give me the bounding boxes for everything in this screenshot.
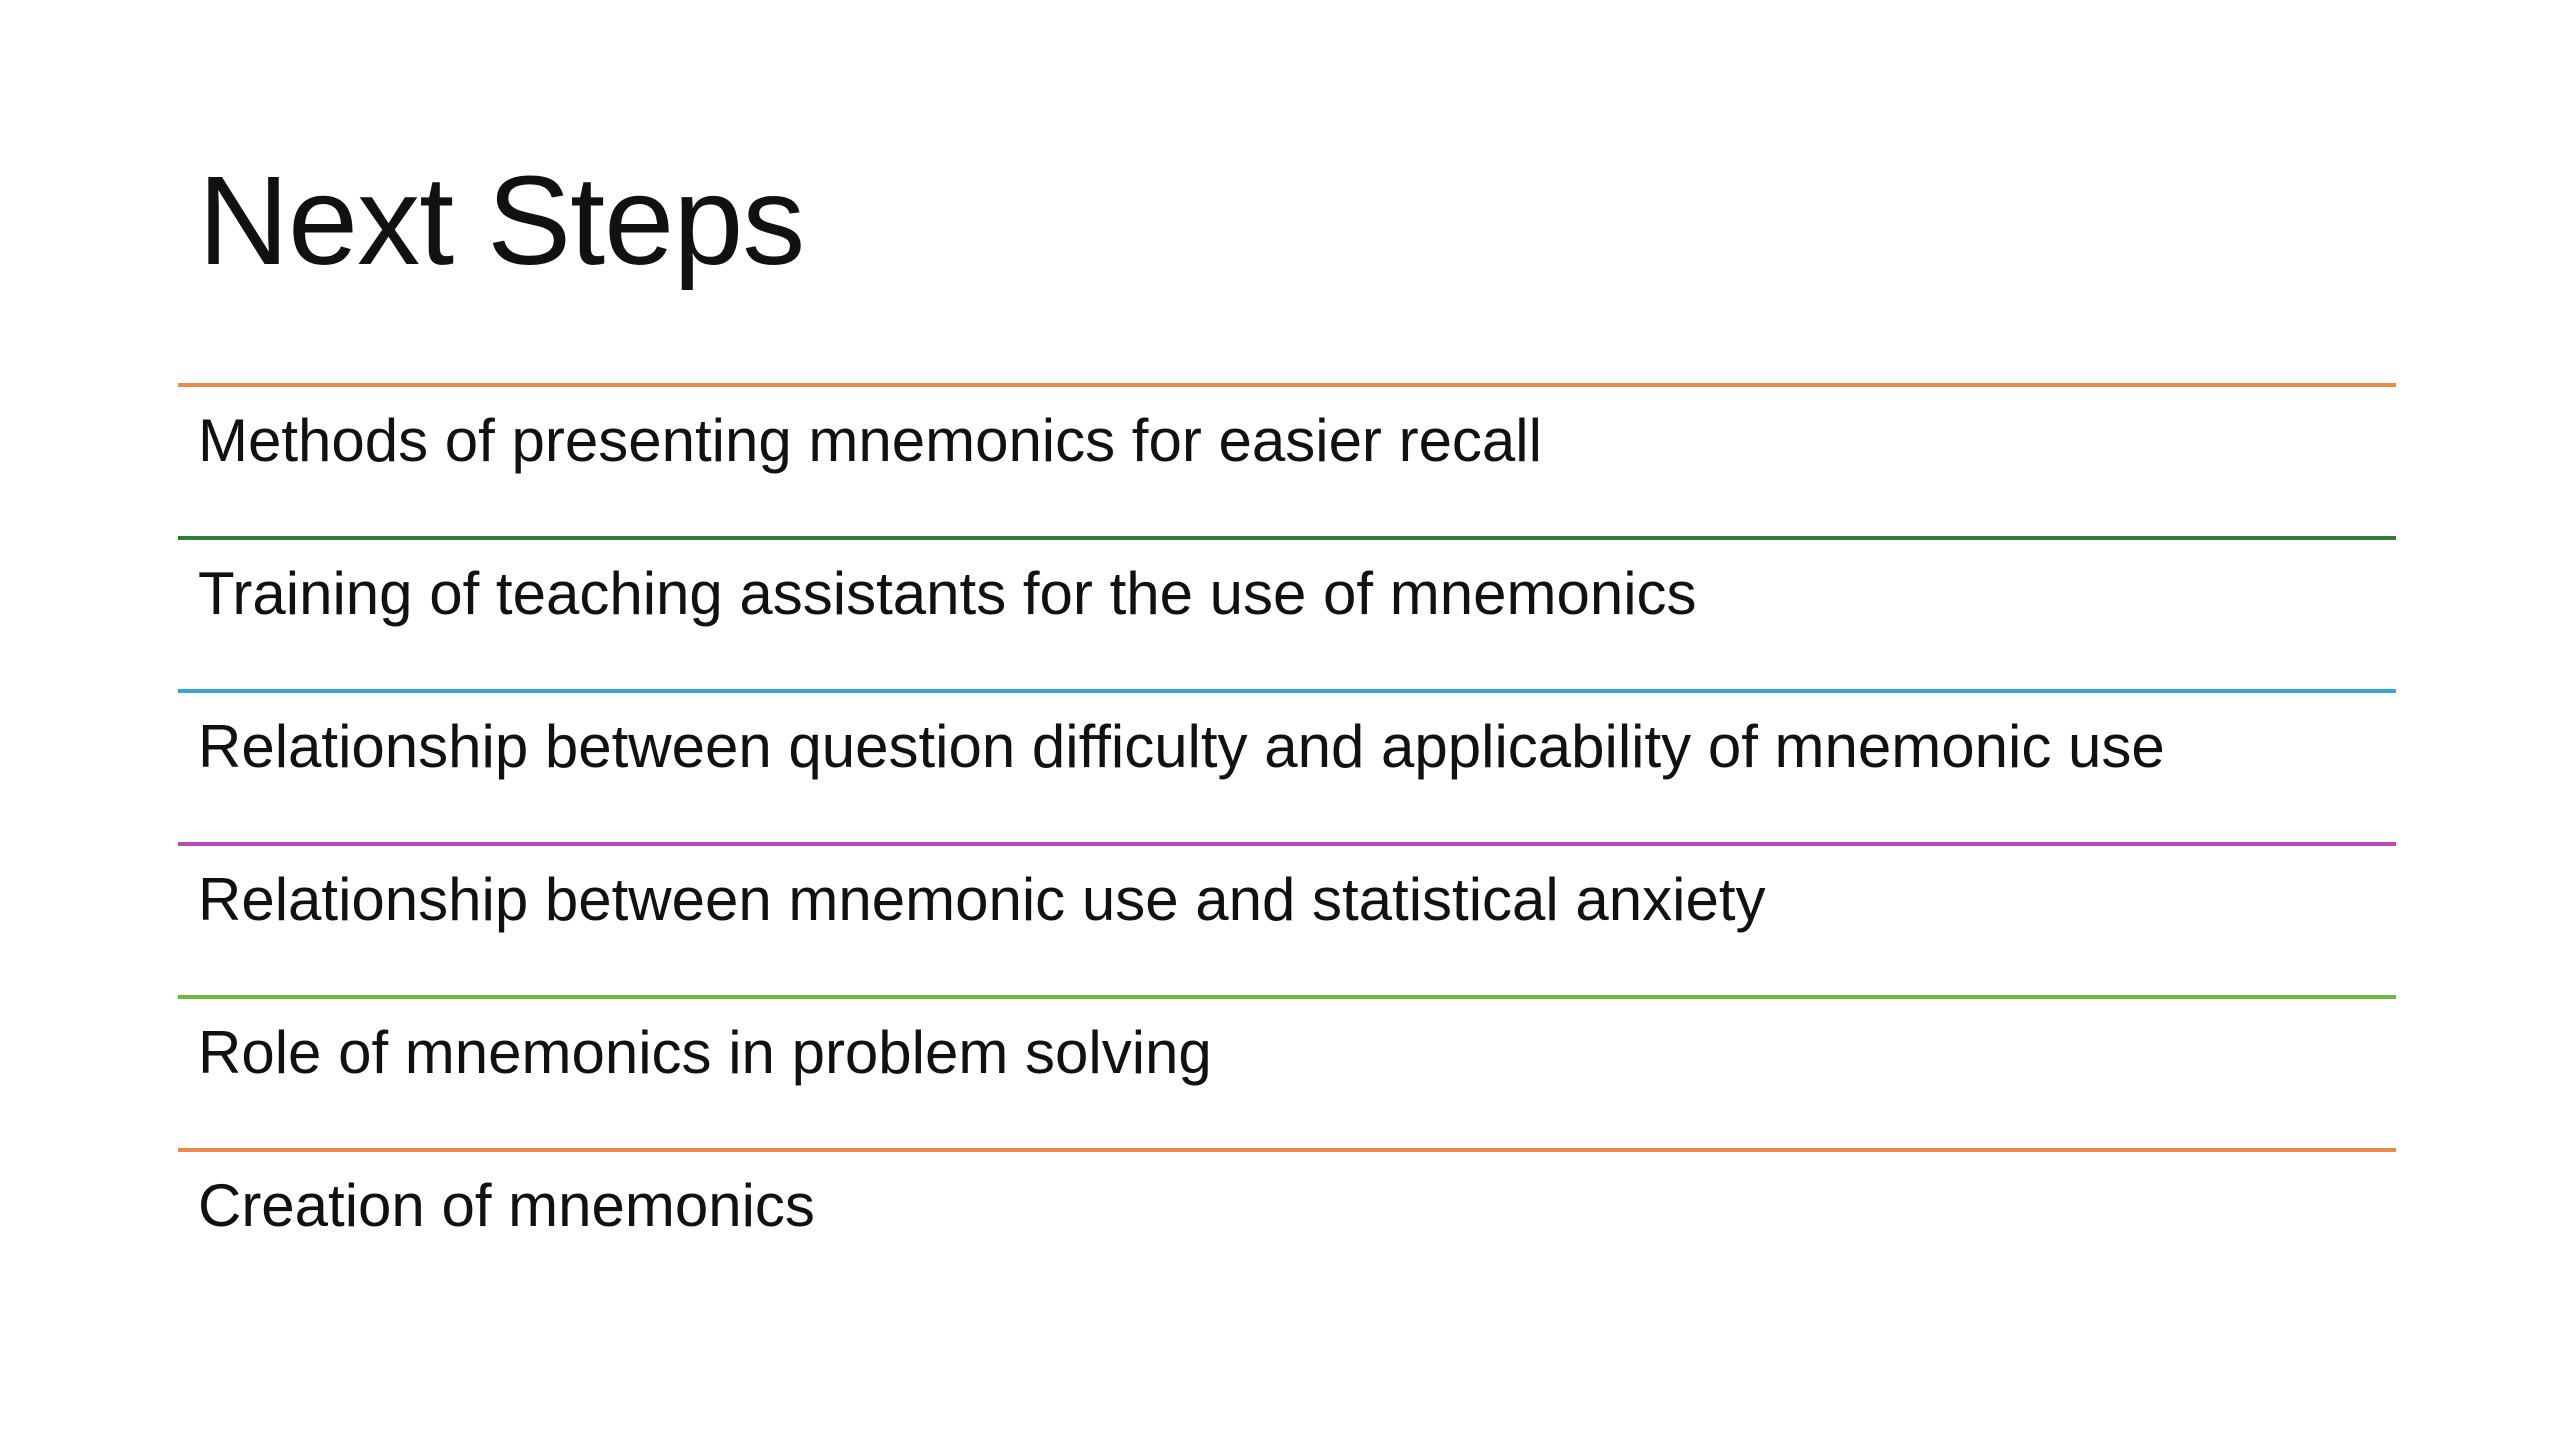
list-item-text: Relationship between mnemonic use and statistical anxiety [198, 866, 1766, 933]
next-steps-list [178, 383, 2396, 1301]
list-item [178, 689, 2396, 842]
list-item [178, 1148, 2396, 1301]
list-item [178, 842, 2396, 995]
list-item-text: Relationship between question difficulty and applicability of mnemonic use [198, 713, 2165, 780]
list-item-text: Creation of mnemonics [198, 1172, 815, 1239]
slide-title: Next Steps [198, 150, 805, 291]
list-item [178, 383, 2396, 536]
list-item-text: Methods of presenting mnemonics for easier recall [198, 407, 1542, 474]
list-item [178, 536, 2396, 689]
list-item-text: Role of mnemonics in problem solving [198, 1019, 1212, 1086]
list-item [178, 995, 2396, 1148]
list-item-text: Training of teaching assistants for the use of mnemonics [198, 560, 1697, 627]
